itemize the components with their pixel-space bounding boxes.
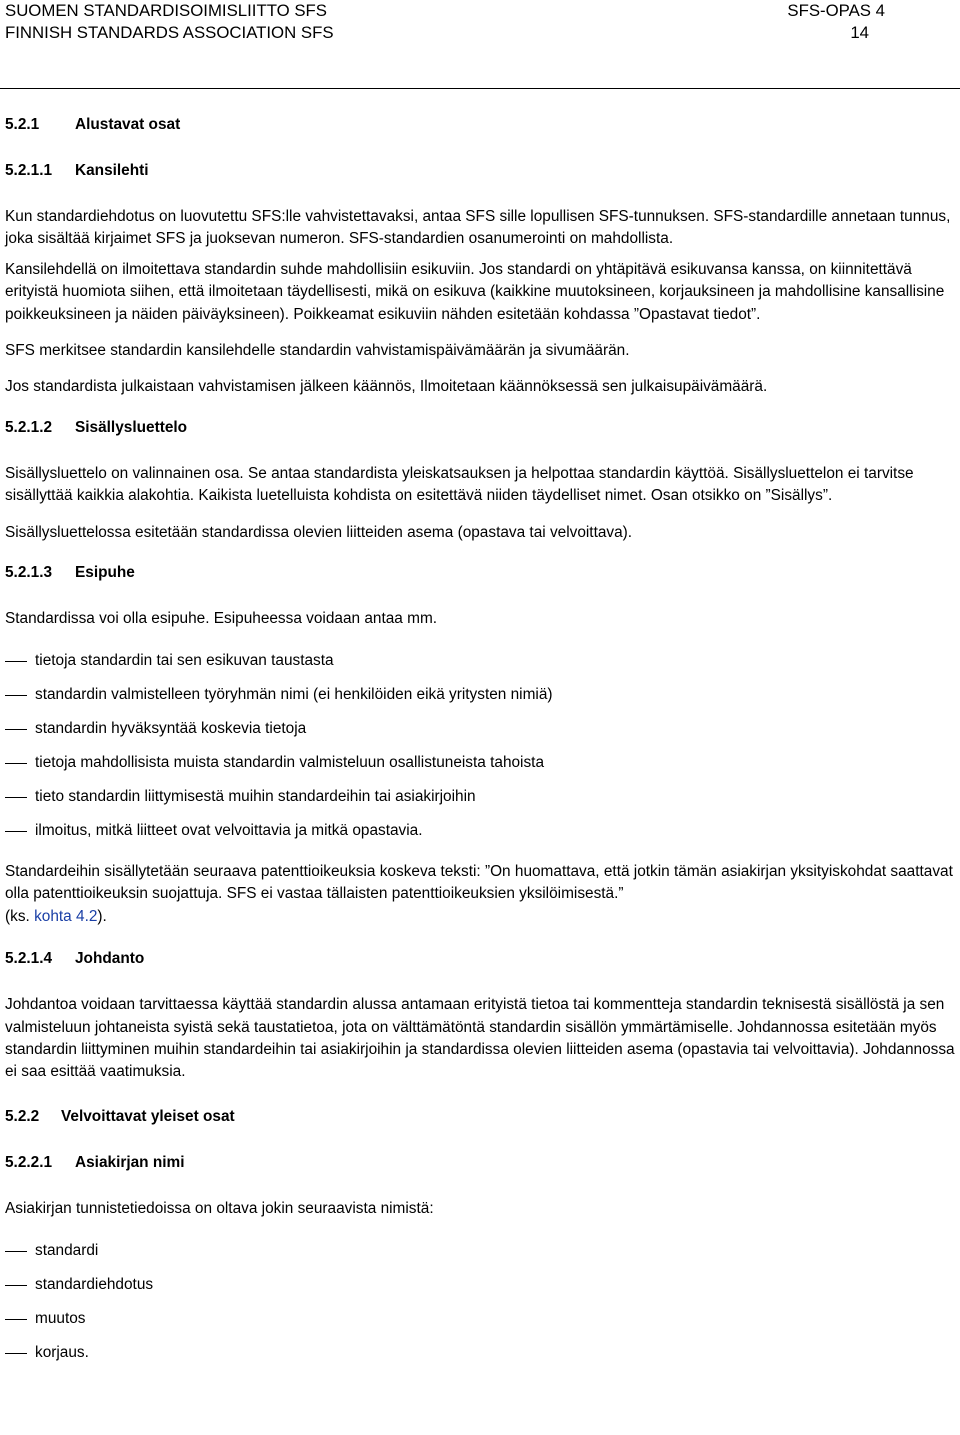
header-row-1 bbox=[5, 0, 955, 22]
dash-bullet bbox=[5, 729, 27, 730]
header-row-2 bbox=[5, 22, 955, 44]
dash-bullet bbox=[5, 661, 27, 662]
list-item bbox=[5, 718, 955, 740]
list-item bbox=[5, 684, 955, 706]
list-item-text: standardin hyväksyntää koskevia tietoja bbox=[35, 720, 307, 738]
list-item bbox=[5, 820, 955, 842]
paragraph: Johdantoa voidaan tarvittaessa käyttää standardin alussa antamaan erityistä tietoa tai kommentteja standardin teknisestä sisällöstä ja sen valmisteluun johtaneista syistä sekä taustatietoa, jota on välttämätöntä standardin sisällön ymmärtämiselle. Johdannossa esitetään myös standardin liittyminen muihin standardeihin tai asiakirjoihin ja standardissa olevien liitteiden asema (opastavia tai velvoittavia). Johdannossa ei saa esittää vaatimuksia. bbox=[5, 996, 955, 1081]
paragraph: Asiakirjan tunnistetiedoissa on oltava jokin seuraavista nimistä: bbox=[5, 1199, 434, 1217]
list-item bbox=[5, 1342, 955, 1364]
section-number: 5.2.2.1 bbox=[5, 1153, 53, 1171]
section-heading-5-2-1 bbox=[5, 114, 955, 136]
page-header bbox=[5, 0, 955, 44]
list-item-text: standardiehdotus bbox=[35, 1276, 154, 1294]
document-body bbox=[5, 114, 955, 1376]
section-number: 5.2.2 bbox=[5, 1107, 40, 1125]
list-item bbox=[5, 1308, 955, 1330]
paragraph: Standardissa voi olla esipuhe. Esipuheessa voidaan antaa mm. bbox=[5, 610, 438, 628]
section-number: 5.2.1 bbox=[5, 116, 40, 133]
list-item-text: muutos bbox=[35, 1310, 86, 1328]
dash-bullet bbox=[5, 831, 27, 832]
section-number: 5.2.1.2 bbox=[5, 418, 53, 436]
patent-notice-paragraph bbox=[5, 861, 955, 928]
dash-bullet bbox=[5, 797, 27, 798]
section-heading-5-2-2 bbox=[5, 1106, 955, 1128]
document-id: SFS-OPAS 4 bbox=[787, 1, 885, 20]
section-heading-5-2-1-3 bbox=[5, 562, 955, 584]
list-item-text: korjaus. bbox=[35, 1344, 89, 1362]
section-title: Johdanto bbox=[75, 950, 145, 968]
section-number: 5.2.1.3 bbox=[5, 564, 53, 582]
paragraph: SFS merkitsee standardin kansilehdelle standardin vahvistamispäivämäärän ja sivumäärän. bbox=[5, 342, 630, 360]
section-heading-5-2-1-4 bbox=[5, 948, 955, 970]
list-item-text: ilmoitus, mitkä liitteet ovat velvoittavia ja mitkä opastavia. bbox=[35, 822, 423, 840]
paragraph: Jos standardista julkaistaan vahvistamisen jälkeen käännös, Ilmoitetaan käännöksessä sen julkaisupäivämäärä. bbox=[5, 378, 768, 396]
dash-bullet bbox=[5, 763, 27, 764]
list-item-text: tieto standardin liittymisestä muihin standardeihin tai asiakirjoihin bbox=[35, 788, 476, 806]
section-heading-5-2-1-2 bbox=[5, 417, 955, 439]
list-item bbox=[5, 650, 955, 672]
paragraph: Kansilehdellä on ilmoitettava standardin suhde mahdollisiin esikuviin. Jos standardi on yhtäpitävä esikuvansa kanssa, on kiinnitettävä erityistä huomiota siihen, että ilmoitetaan täydellisesti, mikä on esikuva (kaikkine muutoksineen, korjauksineen ja mahdollisine kansallisine poikkeuksineen ja näiden päiväyksineen). Poikkeamat esikuviin nähden esitetään kohdassa ”Opastavat tiedot”. bbox=[5, 260, 945, 323]
list-item bbox=[5, 1274, 955, 1296]
section-heading-5-2-1-1 bbox=[5, 160, 955, 182]
paragraph: Sisällysluettelo on valinnainen osa. Se antaa standardista yleiskatsauksen ja helpottaa standardin käyttöä. Sisällysluettelon ei tarvitse sisällyttää kaikkia alakohtia. Kaikista luetelluista kohdista on esitettävä niiden täydelliset nimet. Osan otsikko on ”Sisällys”. bbox=[5, 464, 914, 505]
section-number: 5.2.1.4 bbox=[5, 950, 53, 968]
section-title: Esipuhe bbox=[75, 564, 135, 582]
list-item-text: standardi bbox=[35, 1242, 99, 1260]
dash-bullet bbox=[5, 695, 27, 696]
section-title: Velvoittavat yleiset osat bbox=[61, 1107, 235, 1125]
section-title: Asiakirjan nimi bbox=[75, 1153, 185, 1171]
page-number: 14 bbox=[850, 23, 869, 42]
dash-bullet bbox=[5, 1285, 27, 1286]
header-divider bbox=[0, 88, 960, 89]
section-heading-5-2-2-1 bbox=[5, 1152, 955, 1174]
dash-bullet bbox=[5, 1251, 27, 1252]
list-item-text: standardin valmistelleen työryhmän nimi (ei henkilöiden eikä yritysten nimiä) bbox=[35, 686, 553, 704]
reference-suffix: ). bbox=[97, 907, 107, 925]
list-item bbox=[5, 786, 955, 808]
paragraph: Sisällysluettelossa esitetään standardissa olevien liitteiden asema (opastava tai velvoittava). bbox=[5, 523, 633, 541]
paragraph: Kun standardiehdotus on luovutettu SFS:lle vahvistettavaksi, antaa SFS sille lopullisen SFS-tunnuksen. SFS-standardille annetaan tunnus, joka sisältää kirjaimet SFS ja juoksevan numeron. SFS-standardien osanumerointi on mahdollista. bbox=[5, 208, 951, 248]
list-item-text: tietoja mahdollisista muista standardin valmisteluun osallistuneista tahoista bbox=[35, 754, 545, 772]
reference-prefix: (ks. bbox=[5, 907, 35, 925]
org-name-fi: SUOMEN STANDARDISOIMISLIITTO SFS bbox=[5, 1, 327, 20]
section-title: Alustavat osat bbox=[75, 116, 181, 133]
org-name-en: FINNISH STANDARDS ASSOCIATION SFS bbox=[5, 23, 334, 42]
section-title: Sisällysluettelo bbox=[75, 418, 188, 436]
list-item bbox=[5, 1240, 955, 1262]
section-number: 5.2.1.1 bbox=[5, 162, 53, 179]
section-title: Kansilehti bbox=[75, 162, 149, 179]
list-item-text: tietoja standardin tai sen esikuvan taustasta bbox=[35, 652, 334, 670]
dash-bullet bbox=[5, 1353, 27, 1354]
dash-bullet bbox=[5, 1319, 27, 1320]
list-item bbox=[5, 752, 955, 774]
paragraph-text: Standardeihin sisällytetään seuraava patenttioikeuksia koskeva teksti: ”On huomattava, että jotkin tämän asiakirjan yksityiskohdat saattavat olla patenttioikeuksin suojattuja. SFS ei vastaa tällaisten patenttioikeuksien yksilöimisestä.” bbox=[5, 862, 953, 903]
section-reference-link[interactable]: kohta 4.2 bbox=[34, 907, 98, 925]
